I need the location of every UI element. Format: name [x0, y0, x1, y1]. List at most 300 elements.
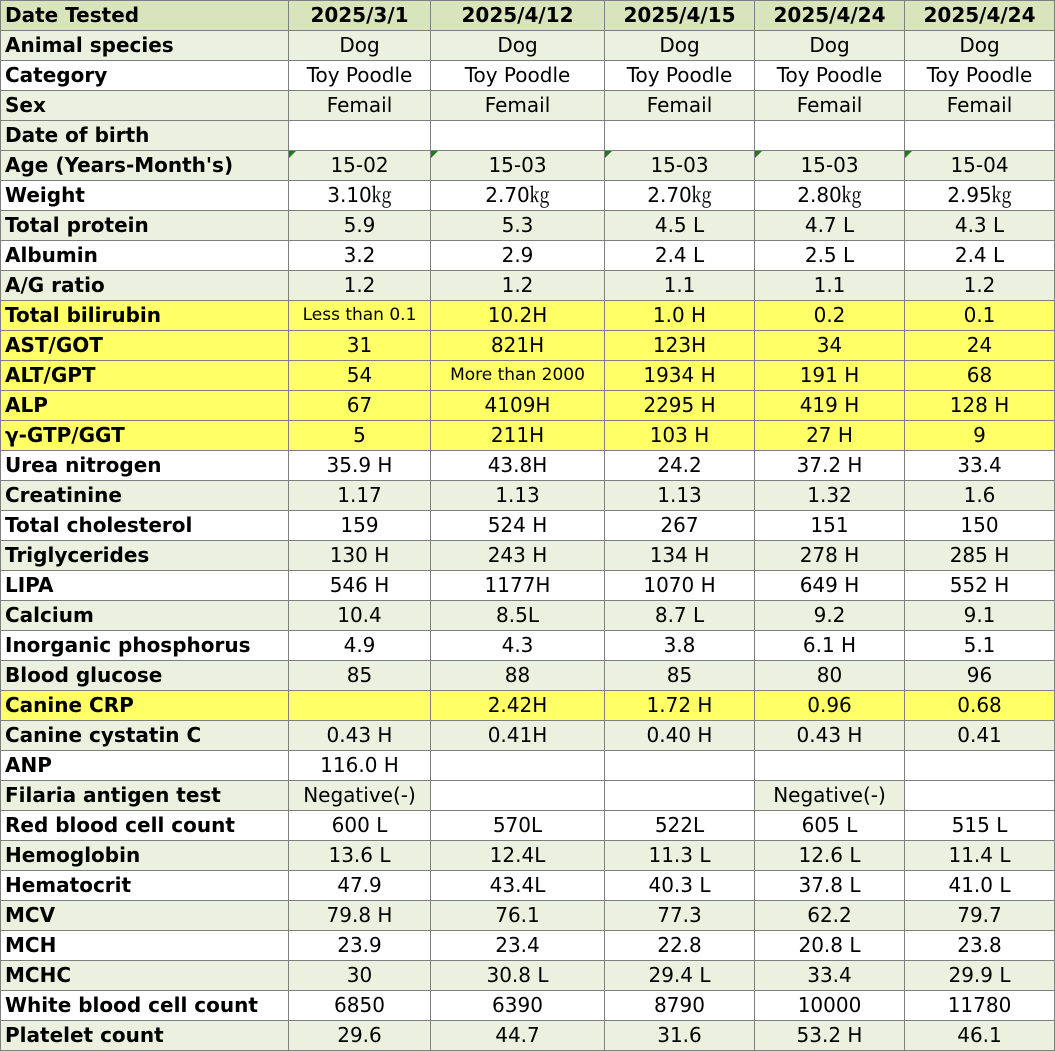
row-label[interactable]: Blood glucose — [1, 661, 289, 691]
cell-value: Dog — [809, 33, 850, 57]
cell-value: 2025/3/1 — [310, 3, 409, 27]
table-cell[interactable] — [905, 1021, 1055, 1051]
cell-value: 11.3 L — [648, 843, 711, 867]
cell-value: 10.4 — [337, 603, 382, 627]
cell-value: 1.1 — [663, 273, 696, 297]
table-cell[interactable] — [905, 601, 1055, 631]
table-cell[interactable] — [755, 361, 905, 391]
table-cell[interactable] — [605, 61, 755, 91]
table-cell[interactable] — [905, 391, 1055, 421]
table-cell[interactable] — [289, 481, 431, 511]
table-cell[interactable] — [905, 511, 1055, 541]
table-cell[interactable] — [431, 61, 605, 91]
row-label[interactable]: Urea nitrogen — [1, 451, 289, 481]
table-cell[interactable] — [431, 571, 605, 601]
cell-value: 0.40 H — [646, 723, 713, 747]
table-cell[interactable] — [605, 901, 755, 931]
table-row-lipa — [1, 571, 1055, 601]
cell-value: 1.72 H — [646, 693, 713, 717]
table-cell[interactable] — [289, 331, 431, 361]
table-cell[interactable] — [605, 751, 755, 781]
table-cell[interactable] — [905, 901, 1055, 931]
cell-value: 44.7 — [495, 1023, 540, 1047]
table-cell[interactable] — [605, 991, 755, 1021]
cell-value: 285 H — [949, 543, 1010, 567]
cell-value: 0.2 — [813, 303, 846, 327]
table-cell[interactable] — [289, 541, 431, 571]
table-cell[interactable] — [289, 961, 431, 991]
cell-value: Femail — [946, 93, 1013, 117]
table-cell[interactable] — [605, 511, 755, 541]
table-cell[interactable] — [289, 811, 431, 841]
table-cell[interactable] — [755, 841, 905, 871]
table-cell[interactable] — [289, 31, 431, 61]
table-row-mcv — [1, 901, 1055, 931]
table-cell[interactable] — [755, 691, 905, 721]
table-cell[interactable] — [289, 871, 431, 901]
cell-value: 6390 — [492, 993, 543, 1017]
row-label[interactable]: Hemoglobin — [1, 841, 289, 871]
row-label[interactable]: Hematocrit — [1, 871, 289, 901]
cell-value: 24 — [966, 333, 993, 357]
table-cell[interactable] — [905, 631, 1055, 661]
column-header-date[interactable] — [905, 1, 1055, 31]
table-cell[interactable] — [289, 841, 431, 871]
table-cell[interactable] — [905, 991, 1055, 1021]
table-cell[interactable] — [289, 151, 431, 181]
table-cell[interactable] — [289, 601, 431, 631]
row-label[interactable]: ANP — [1, 751, 289, 781]
table-cell[interactable] — [431, 421, 605, 451]
table-cell[interactable] — [755, 31, 905, 61]
cell-value: 80 — [816, 663, 843, 687]
row-label[interactable]: MCHC — [1, 961, 289, 991]
cell-value: 15-03 — [800, 153, 859, 177]
row-label[interactable]: Category — [1, 61, 289, 91]
row-label[interactable]: Total cholesterol — [1, 511, 289, 541]
cell-value: 8790 — [654, 993, 705, 1017]
table-cell[interactable] — [755, 571, 905, 601]
table-cell[interactable] — [755, 151, 905, 181]
table-cell[interactable] — [289, 571, 431, 601]
row-label[interactable]: Platelet count — [1, 1021, 289, 1051]
table-row-category — [1, 61, 1055, 91]
cell-value: 2025/4/15 — [623, 3, 736, 27]
table-cell[interactable] — [431, 301, 605, 331]
table-cell[interactable] — [755, 721, 905, 751]
comment-marker-icon — [605, 151, 612, 158]
table-cell[interactable] — [605, 301, 755, 331]
table-cell[interactable] — [431, 871, 605, 901]
table-cell[interactable] — [755, 391, 905, 421]
table-cell[interactable] — [289, 361, 431, 391]
table-cell[interactable] — [605, 961, 755, 991]
row-label[interactable]: A/G ratio — [1, 271, 289, 301]
table-cell[interactable] — [605, 541, 755, 571]
table-cell[interactable] — [431, 481, 605, 511]
row-label[interactable]: Canine cystatin C — [1, 721, 289, 751]
table-cell[interactable] — [289, 691, 431, 721]
cell-value: 821H — [490, 333, 545, 357]
cell-value: 123H — [652, 333, 707, 357]
cell-value: 27 H — [806, 423, 853, 447]
row-label[interactable]: ALT/GPT — [1, 361, 289, 391]
table-cell[interactable] — [605, 871, 755, 901]
cell-value: 41.0 L — [948, 873, 1011, 897]
column-header-date[interactable] — [755, 1, 905, 31]
table-cell[interactable] — [605, 601, 755, 631]
table-cell[interactable] — [905, 211, 1055, 241]
table-cell[interactable] — [605, 631, 755, 661]
table-cell[interactable] — [905, 361, 1055, 391]
table-cell[interactable] — [431, 781, 605, 811]
table-row-hemoglobin — [1, 841, 1055, 871]
table-cell[interactable] — [431, 211, 605, 241]
table-cell[interactable] — [905, 301, 1055, 331]
table-cell[interactable] — [289, 661, 431, 691]
table-cell[interactable] — [431, 721, 605, 751]
table-cell[interactable] — [289, 991, 431, 1021]
row-label[interactable]: Date Tested — [1, 1, 289, 31]
table-cell[interactable] — [755, 241, 905, 271]
cell-value: 12.6 L — [798, 843, 861, 867]
table-cell[interactable] — [431, 121, 605, 151]
table-cell[interactable] — [905, 751, 1055, 781]
table-cell[interactable] — [431, 541, 605, 571]
table-cell[interactable] — [431, 271, 605, 301]
cell-value: 0.41H — [487, 723, 548, 747]
table-cell[interactable] — [605, 181, 755, 211]
table-cell[interactable] — [605, 481, 755, 511]
column-header-date[interactable] — [605, 1, 755, 31]
row-label[interactable]: ALP — [1, 391, 289, 421]
cell-value: 0.1 — [963, 303, 996, 327]
row-label[interactable]: Filaria antigen test — [1, 781, 289, 811]
table-cell[interactable] — [431, 931, 605, 961]
table-cell[interactable] — [605, 451, 755, 481]
table-cell[interactable] — [755, 961, 905, 991]
table-cell[interactable] — [905, 31, 1055, 61]
table-cell[interactable] — [289, 751, 431, 781]
table-cell[interactable] — [289, 901, 431, 931]
table-cell[interactable] — [605, 151, 755, 181]
cell-value: 96 — [966, 663, 993, 687]
table-cell[interactable] — [755, 451, 905, 481]
table-cell[interactable] — [905, 151, 1055, 181]
table-cell[interactable] — [905, 481, 1055, 511]
table-cell[interactable] — [431, 631, 605, 661]
table-cell[interactable] — [605, 241, 755, 271]
cell-value: 20.8 L — [798, 933, 861, 957]
table-cell[interactable] — [755, 271, 905, 301]
table-cell[interactable] — [289, 121, 431, 151]
table-cell[interactable] — [289, 391, 431, 421]
table-cell[interactable] — [289, 511, 431, 541]
table-cell[interactable] — [755, 751, 905, 781]
table-cell[interactable] — [605, 1021, 755, 1051]
table-cell[interactable] — [755, 331, 905, 361]
table-cell[interactable] — [431, 1021, 605, 1051]
table-cell[interactable] — [431, 991, 605, 1021]
table-cell[interactable] — [755, 121, 905, 151]
table-cell[interactable] — [605, 661, 755, 691]
table-cell[interactable] — [431, 361, 605, 391]
table-row-gtp-ggt — [1, 421, 1055, 451]
table-cell[interactable] — [905, 871, 1055, 901]
table-cell[interactable] — [905, 721, 1055, 751]
table-cell[interactable] — [905, 841, 1055, 871]
table-cell[interactable] — [289, 181, 431, 211]
table-cell[interactable] — [431, 391, 605, 421]
table-row-alt-gpt — [1, 361, 1055, 391]
row-label[interactable]: AST/GOT — [1, 331, 289, 361]
row-label[interactable]: MCH — [1, 931, 289, 961]
table-cell[interactable] — [905, 571, 1055, 601]
table-cell[interactable] — [431, 961, 605, 991]
table-cell[interactable] — [289, 271, 431, 301]
table-cell[interactable] — [431, 601, 605, 631]
table-cell[interactable] — [905, 541, 1055, 571]
table-cell[interactable] — [605, 571, 755, 601]
cell-value: 79.7 — [957, 903, 1002, 927]
table-cell[interactable] — [755, 901, 905, 931]
row-label[interactable]: MCV — [1, 901, 289, 931]
table-cell[interactable] — [431, 841, 605, 871]
cell-value: 29.6 — [337, 1023, 382, 1047]
table-cell[interactable] — [431, 181, 605, 211]
table-cell[interactable] — [289, 781, 431, 811]
comment-marker-icon — [289, 151, 296, 158]
table-cell[interactable] — [755, 871, 905, 901]
table-cell[interactable] — [431, 511, 605, 541]
cell-value: 9.1 — [963, 603, 996, 627]
cell-value: 15-04 — [950, 153, 1009, 177]
table-cell[interactable] — [289, 421, 431, 451]
cell-value: 68 — [966, 363, 993, 387]
table-cell[interactable] — [289, 1021, 431, 1051]
cell-value: 6850 — [334, 993, 385, 1017]
table-cell[interactable] — [755, 511, 905, 541]
table-cell[interactable] — [605, 721, 755, 751]
table-cell[interactable] — [605, 811, 755, 841]
table-cell[interactable] — [289, 241, 431, 271]
row-label[interactable]: Creatinine — [1, 481, 289, 511]
row-label[interactable]: γ-GTP/GGT — [1, 421, 289, 451]
cell-value: 54 — [346, 363, 373, 387]
row-label[interactable]: Inorganic phosphorus — [1, 631, 289, 661]
table-cell[interactable] — [605, 91, 755, 121]
row-label[interactable]: Total protein — [1, 211, 289, 241]
cell-value: 605 L — [801, 813, 858, 837]
table-cell[interactable] — [605, 121, 755, 151]
table-cell[interactable] — [755, 211, 905, 241]
table-cell[interactable] — [605, 271, 755, 301]
row-label[interactable]: Total bilirubin — [1, 301, 289, 331]
cell-value: 267 — [660, 513, 699, 537]
row-label[interactable]: White blood cell count — [1, 991, 289, 1021]
table-cell[interactable] — [289, 301, 431, 331]
table-row-total-bilirubin — [1, 301, 1055, 331]
table-cell[interactable] — [605, 421, 755, 451]
cell-value: 116.0 H — [320, 753, 399, 777]
table-cell[interactable] — [605, 31, 755, 61]
table-cell[interactable] — [431, 151, 605, 181]
table-cell[interactable] — [905, 421, 1055, 451]
cell-value: 2295 H — [643, 393, 716, 417]
cell-value: 67 — [346, 393, 373, 417]
cell-value: 134 H — [649, 543, 710, 567]
table-cell[interactable] — [905, 961, 1055, 991]
table-cell[interactable] — [755, 781, 905, 811]
table-cell[interactable] — [905, 271, 1055, 301]
cell-value: 4.3 — [501, 633, 534, 657]
row-label[interactable]: Red blood cell count — [1, 811, 289, 841]
table-cell[interactable] — [755, 991, 905, 1021]
table-cell[interactable] — [605, 931, 755, 961]
cell-value: 130 H — [329, 543, 390, 567]
table-cell[interactable] — [431, 331, 605, 361]
cell-value: 4.9 — [343, 633, 376, 657]
table-row-blood-glucose — [1, 661, 1055, 691]
row-label[interactable]: Albumin — [1, 241, 289, 271]
table-cell[interactable] — [605, 781, 755, 811]
table-cell[interactable] — [431, 241, 605, 271]
table-row-canine-cystatin-c — [1, 721, 1055, 751]
comment-marker-icon — [431, 151, 438, 158]
row-label[interactable]: Sex — [1, 91, 289, 121]
cell-value: 24.2 — [657, 453, 702, 477]
table-cell[interactable] — [605, 691, 755, 721]
table-row-sex — [1, 91, 1055, 121]
table-cell[interactable] — [605, 391, 755, 421]
cell-value: 1.6 — [963, 483, 996, 507]
column-header-date[interactable] — [431, 1, 605, 31]
table-cell[interactable] — [755, 1021, 905, 1051]
table-cell[interactable] — [289, 211, 431, 241]
table-cell[interactable] — [755, 661, 905, 691]
row-label[interactable]: Calcium — [1, 601, 289, 631]
table-cell[interactable] — [905, 931, 1055, 961]
table-cell[interactable] — [755, 631, 905, 661]
table-cell[interactable] — [755, 811, 905, 841]
cell-value: 211H — [490, 423, 545, 447]
table-cell[interactable] — [905, 91, 1055, 121]
row-label[interactable]: Date of birth — [1, 121, 289, 151]
cell-value: 11780 — [947, 993, 1012, 1017]
cell-value: 4109H — [484, 393, 551, 417]
table-row-filaria-antigen-test — [1, 781, 1055, 811]
row-label[interactable]: Weight — [1, 181, 289, 211]
table-cell[interactable] — [905, 811, 1055, 841]
table-cell[interactable] — [605, 211, 755, 241]
row-label[interactable]: Canine CRP — [1, 691, 289, 721]
lab-results-body — [1, 1, 1055, 1051]
cell-value: 3.10㎏ — [327, 183, 392, 207]
table-cell[interactable] — [755, 421, 905, 451]
table-cell[interactable] — [905, 781, 1055, 811]
cell-value: 2025/4/24 — [773, 3, 886, 27]
table-cell[interactable] — [905, 451, 1055, 481]
cell-value: 29.4 L — [648, 963, 711, 987]
table-cell[interactable] — [905, 691, 1055, 721]
table-cell[interactable] — [431, 661, 605, 691]
cell-value: 1.2 — [501, 273, 534, 297]
table-cell[interactable] — [755, 931, 905, 961]
table-cell[interactable] — [755, 181, 905, 211]
cell-value: Toy Poodle — [626, 63, 733, 87]
cell-value: 11.4 L — [948, 843, 1011, 867]
table-row-date-tested — [1, 1, 1055, 31]
table-cell[interactable] — [755, 601, 905, 631]
table-cell[interactable] — [289, 721, 431, 751]
table-cell[interactable] — [755, 301, 905, 331]
cell-value: 43.4L — [489, 873, 546, 897]
row-label[interactable]: Triglycerides — [1, 541, 289, 571]
cell-value: 150 — [960, 513, 999, 537]
table-cell[interactable] — [905, 661, 1055, 691]
table-cell[interactable] — [289, 631, 431, 661]
table-cell[interactable] — [755, 91, 905, 121]
table-row-ast-got — [1, 331, 1055, 361]
table-cell[interactable] — [289, 931, 431, 961]
table-cell[interactable] — [431, 901, 605, 931]
cell-value: 4.3 L — [954, 213, 1005, 237]
table-cell[interactable] — [605, 331, 755, 361]
table-row-total-protein — [1, 211, 1055, 241]
cell-value: 5.9 — [343, 213, 376, 237]
row-label[interactable]: LIPA — [1, 571, 289, 601]
table-cell[interactable] — [755, 61, 905, 91]
cell-value: 29.9 L — [948, 963, 1011, 987]
table-cell[interactable] — [289, 61, 431, 91]
table-cell[interactable] — [431, 691, 605, 721]
table-cell[interactable] — [289, 451, 431, 481]
table-cell[interactable] — [755, 541, 905, 571]
table-cell[interactable] — [905, 331, 1055, 361]
table-cell[interactable] — [605, 841, 755, 871]
cell-value: 1070 H — [643, 573, 716, 597]
table-cell[interactable] — [605, 361, 755, 391]
cell-value: 30 — [346, 963, 373, 987]
cell-value: Negative(-) — [303, 783, 416, 807]
row-label[interactable]: Animal species — [1, 31, 289, 61]
cell-value: 0.96 — [807, 693, 852, 717]
table-cell[interactable] — [905, 181, 1055, 211]
table-cell[interactable] — [431, 451, 605, 481]
cell-value: 88 — [504, 663, 531, 687]
table-cell[interactable] — [431, 91, 605, 121]
table-cell[interactable] — [905, 61, 1055, 91]
table-row-a-g-ratio — [1, 271, 1055, 301]
column-header-date[interactable] — [289, 1, 431, 31]
table-cell[interactable] — [431, 31, 605, 61]
cell-value: 0.43 H — [326, 723, 393, 747]
table-cell[interactable] — [905, 241, 1055, 271]
cell-value: Negative(-) — [773, 783, 886, 807]
table-cell[interactable] — [905, 121, 1055, 151]
table-cell[interactable] — [289, 91, 431, 121]
table-cell[interactable] — [431, 751, 605, 781]
cell-value: 13.6 L — [328, 843, 391, 867]
cell-value: 2025/4/24 — [923, 3, 1036, 27]
table-row-creatinine — [1, 481, 1055, 511]
row-label[interactable]: Age (Years-Month's) — [1, 151, 289, 181]
cell-value: 103 H — [649, 423, 710, 447]
table-cell[interactable] — [431, 811, 605, 841]
cell-value: 649 H — [799, 573, 860, 597]
cell-value: 546 H — [329, 573, 390, 597]
table-cell[interactable] — [755, 481, 905, 511]
